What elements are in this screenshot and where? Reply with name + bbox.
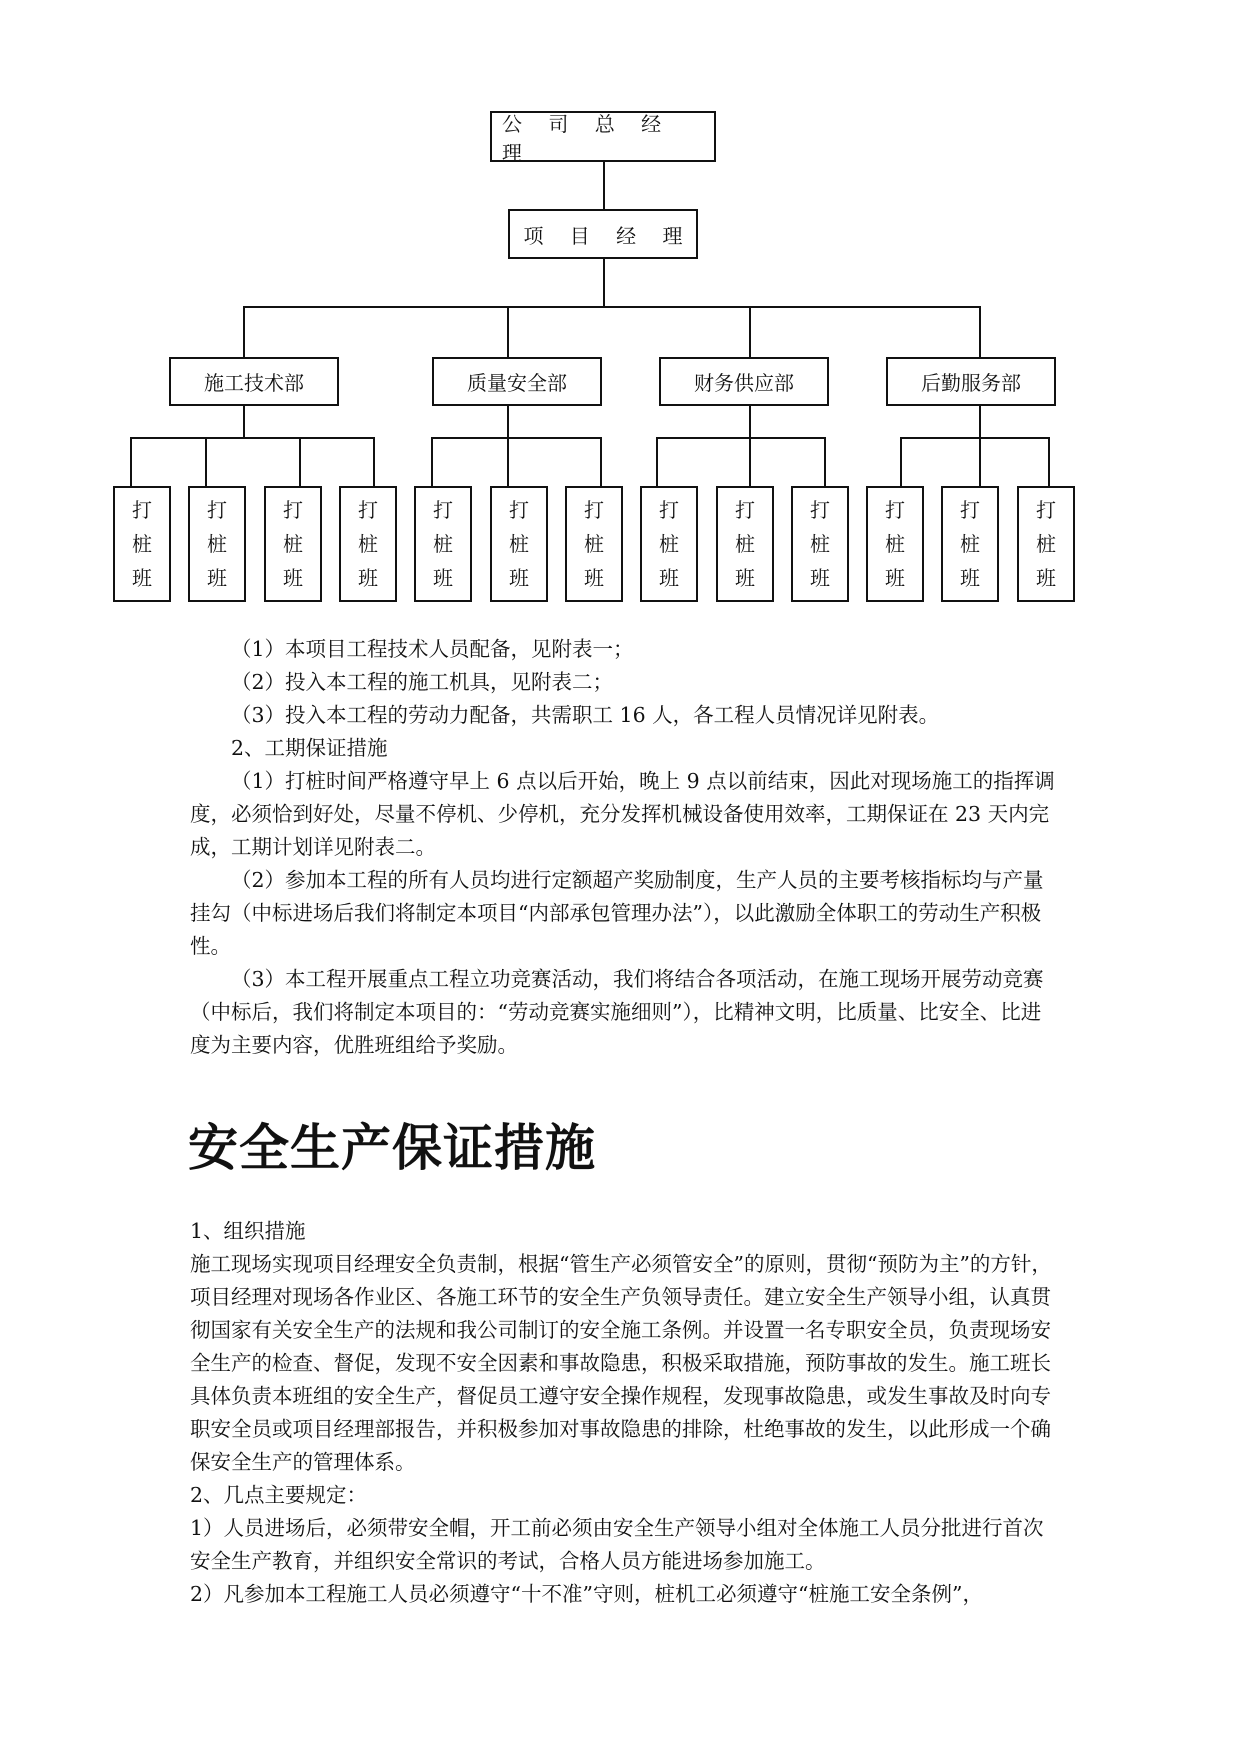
team-box: 打 桩 班: [941, 486, 999, 602]
dept-box-finance-supply: 财务供应部: [659, 357, 829, 406]
team-box: 打 桩 班: [414, 486, 472, 602]
paragraph: 2）凡参加本工程施工人员必须遵守“十不准”守则，桩机工必须遵守“桩施工安全条例”，: [190, 1582, 983, 1606]
team-box: 打 桩 班: [490, 486, 548, 602]
connector: [130, 437, 132, 487]
team-box: 打 桩 班: [339, 486, 397, 602]
dept-box-construction-tech: 施工技术部: [169, 357, 339, 406]
team-box: 打 桩 班: [1017, 486, 1075, 602]
connector: [824, 437, 826, 487]
connector: [243, 405, 245, 438]
paragraph: （2）投入本工程的施工机具，见附表二；: [231, 670, 614, 694]
connector: [431, 437, 433, 487]
connector: [507, 437, 509, 487]
dept-box-quality-safety: 质量安全部: [432, 357, 602, 406]
team-box: 打 桩 班: [565, 486, 623, 602]
connector: [130, 437, 375, 439]
connector: [373, 437, 375, 487]
connector: [243, 306, 981, 308]
connector: [749, 306, 751, 358]
connector: [603, 162, 605, 210]
team-box: 打 桩 班: [716, 486, 774, 602]
org-chart: [0, 0, 1241, 620]
connector: [656, 437, 658, 487]
subheading: 2、几点主要规定：: [190, 1483, 368, 1507]
upper-section: [190, 633, 1060, 1062]
connector: [603, 258, 605, 307]
connector: [205, 437, 207, 487]
paragraph: （3）本工程开展重点工程立功竞赛活动，我们将结合各项活动，在施工现场开展劳动竞赛（中标后，我们将制定本项目的：“劳动竞赛实施细则”），比精神文明，比质量、比安全、比进度为主要内容，优胜班组给予奖励。: [190, 967, 1044, 1057]
paragraph: （2）参加本工程的所有人员均进行定额超产奖励制度，生产人员的主要考核指标均与产量挂勾（中标进场后我们将制定本项目“内部承包管理办法”），以此激励全体职工的劳动生产积极性。: [190, 868, 1044, 958]
ceo-box: 公 司 总 经 理: [490, 111, 716, 162]
connector: [299, 437, 301, 487]
paragraph: （1）打桩时间严格遵守早上 6 点以后开始，晚上 9 点以前结束，因此对现场施工的指挥调度，必须恰到好处，尽量不停机、少停机，充分发挥机械设备使用效率，工期保证在 23 天内完成，工期计划详见附表二。: [190, 769, 1055, 859]
connector: [979, 437, 981, 487]
paragraph: 施工现场实现项目经理安全负责制，根据“管生产必须管安全”的原则，贯彻“预防为主”的方针，项目经理对现场各作业区、各施工环节的安全生产负领导责任。建立安全生产领导小组，认真贯彻国家有关安全生产的法规和我公司制订的安全施工条例。并设置一名专职安全员，负责现场安全生产的检查、督促，发现不安全因素和事故隐患，积极采取措施，预防事故的发生。施工班长具体负责本班组的安全生产，督促员工遵守安全操作规程，发现事故隐患，或发生事故及时向专职安全员或项目经理部报告，并积极参加对事故隐患的排除，杜绝事故的发生，以此形成一个确保安全生产的管理体系。: [190, 1252, 1052, 1474]
connector: [900, 437, 1050, 439]
section-heading: 安全生产保证措施: [188, 1119, 596, 1177]
project-manager-box: 项 目 经 理: [508, 209, 698, 259]
team-box: 打 桩 班: [188, 486, 246, 602]
connector: [507, 405, 509, 438]
subheading: 2、工期保证措施: [231, 736, 388, 760]
team-box: 打 桩 班: [113, 486, 171, 602]
connector: [900, 437, 902, 487]
paragraph: 1）人员进场后，必须带安全帽，开工前必须由安全生产领导小组对全体施工人员分批进行首次安全生产教育，并组织安全常识的考试，合格人员方能进场参加施工。: [190, 1516, 1044, 1573]
connector: [749, 437, 751, 487]
connector: [507, 306, 509, 358]
connector: [431, 437, 602, 439]
connector: [656, 437, 826, 439]
team-box: 打 桩 班: [791, 486, 849, 602]
connector: [979, 405, 981, 438]
connector: [979, 306, 981, 358]
team-box: 打 桩 班: [264, 486, 322, 602]
dept-box-logistics: 后勤服务部: [886, 357, 1056, 406]
lower-section: [190, 1215, 1060, 1611]
connector: [600, 437, 602, 487]
connector: [749, 405, 751, 438]
team-box: 打 桩 班: [640, 486, 698, 602]
paragraph: （1）本项目工程技术人员配备，见附表一；: [231, 637, 634, 661]
connector: [1048, 437, 1050, 487]
subheading: 1、组织措施: [190, 1219, 306, 1243]
paragraph: （3）投入本工程的劳动力配备，共需职工 16 人，各工程人员情况详见附表。: [231, 703, 940, 727]
connector: [243, 306, 245, 358]
team-box: 打 桩 班: [866, 486, 924, 602]
